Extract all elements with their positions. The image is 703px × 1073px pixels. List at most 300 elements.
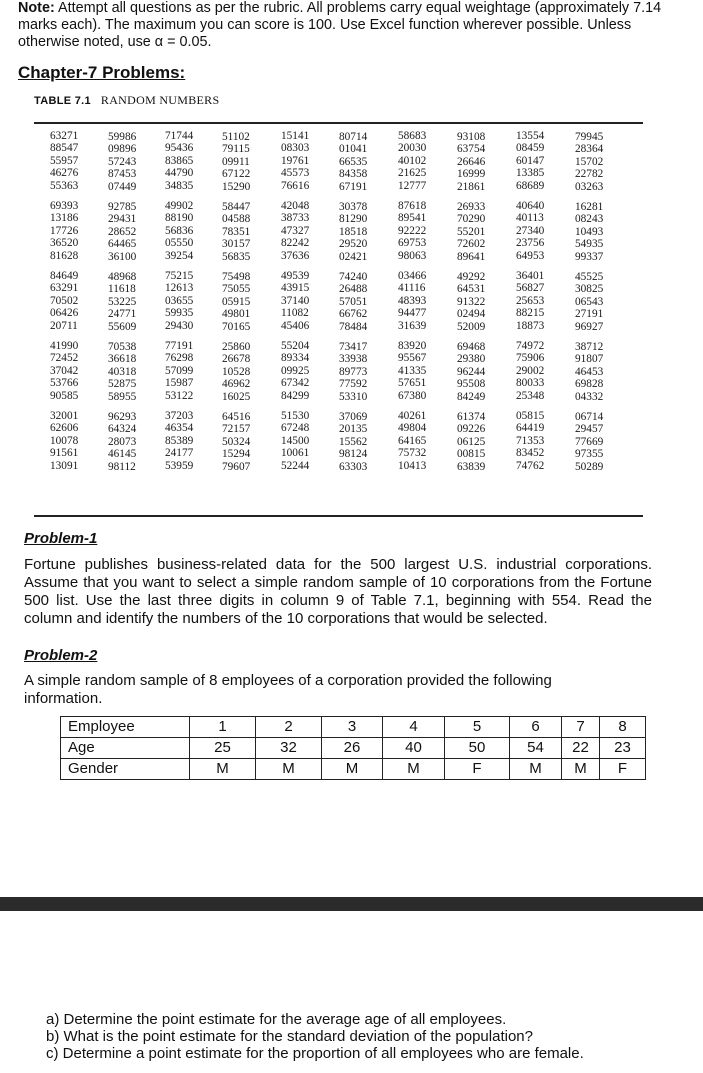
random-number-cell: 83865 bbox=[165, 154, 194, 167]
random-number-cell: 42048 bbox=[281, 200, 310, 212]
random-number-cell: 46276 bbox=[50, 167, 79, 180]
random-number-cell: 74972 bbox=[516, 340, 545, 352]
random-number-cell: 25653 bbox=[516, 294, 545, 307]
random-number-cell: 77191 bbox=[165, 340, 194, 352]
random-number-cell: 20135 bbox=[339, 423, 368, 436]
random-number-cell: 74240 bbox=[339, 271, 368, 283]
random-number-cell: 49801 bbox=[222, 308, 251, 321]
random-number-cell: 77592 bbox=[339, 378, 368, 391]
random-number-cell: 84358 bbox=[339, 168, 368, 181]
random-number-cell: 03466 bbox=[398, 270, 427, 282]
random-number-cell: 41990 bbox=[50, 340, 79, 352]
age-cell: 25 bbox=[190, 738, 256, 759]
random-number-cell: 88190 bbox=[165, 212, 194, 225]
random-number-cell: 13091 bbox=[50, 459, 79, 472]
random-number-cell: 16025 bbox=[222, 390, 251, 403]
random-number-cell: 30378 bbox=[339, 201, 368, 213]
employee-row bbox=[61, 717, 646, 738]
random-number-cell: 31639 bbox=[398, 319, 427, 332]
random-number-cell: 83920 bbox=[398, 340, 427, 352]
random-number-cell: 63303 bbox=[339, 460, 368, 473]
random-number-cell: 80033 bbox=[516, 377, 545, 390]
random-number-cell: 20030 bbox=[398, 142, 427, 155]
random-number-cell: 82242 bbox=[281, 237, 310, 250]
employee-header: Employee bbox=[61, 717, 190, 738]
random-number-cell: 13186 bbox=[50, 212, 79, 225]
random-number-cell: 36401 bbox=[516, 270, 545, 282]
random-number-cell: 15141 bbox=[281, 130, 310, 142]
random-number-cell: 57651 bbox=[398, 377, 427, 390]
question-b: b) What is the point estimate for the standard deviation of the population? bbox=[46, 1028, 533, 1045]
random-number-cell: 63839 bbox=[457, 460, 486, 473]
random-number-cell: 37140 bbox=[281, 294, 310, 307]
random-number-cell: 98112 bbox=[108, 460, 136, 473]
random-number-cell: 52875 bbox=[108, 378, 137, 391]
gender-header: Gender bbox=[61, 759, 190, 780]
random-number-cell: 49804 bbox=[398, 422, 427, 435]
random-number-cell: 46453 bbox=[575, 365, 604, 378]
random-number-cell: 03263 bbox=[575, 180, 604, 193]
random-number-cell: 10078 bbox=[50, 434, 79, 447]
random-number-cell: 53959 bbox=[165, 459, 194, 472]
random-number-cell: 57099 bbox=[165, 364, 194, 377]
random-number-cell: 57243 bbox=[108, 155, 137, 168]
random-number-cell: 64324 bbox=[108, 423, 137, 436]
gender-cell: M bbox=[510, 759, 562, 780]
random-number-cell: 55957 bbox=[50, 154, 79, 167]
employee-cell: 5 bbox=[445, 717, 510, 738]
random-number-cell: 87453 bbox=[108, 168, 137, 181]
random-number-cell: 60147 bbox=[516, 154, 545, 167]
random-number-cell: 46354 bbox=[165, 422, 194, 435]
random-number-cell: 55609 bbox=[108, 320, 137, 333]
instructions-note bbox=[18, 0, 688, 51]
random-number-cell: 09925 bbox=[281, 364, 310, 377]
problem1-text: Fortune publishes business-related data for the 500 largest U.S. industrial corporations. Assume that you want to select a simple random sample of 10 corporations from the Fortune 500 list. Use the last three digits in column 9 of Table 7.1, beginning with 554. Read the column and identify the numbers of the 10 corporations that would be selected. bbox=[24, 556, 652, 627]
random-number-cell: 73417 bbox=[339, 341, 368, 353]
random-number-cell: 05915 bbox=[222, 295, 251, 308]
random-number-cell: 00815 bbox=[457, 448, 486, 461]
random-number-cell: 18873 bbox=[516, 319, 545, 332]
random-number-cell: 59986 bbox=[108, 131, 137, 143]
employee-cell: 1 bbox=[190, 717, 256, 738]
random-number-cell: 64419 bbox=[516, 422, 545, 435]
random-number-cell: 91322 bbox=[457, 295, 486, 308]
random-number-cell: 98124 bbox=[339, 448, 368, 461]
random-number-cell: 96244 bbox=[457, 365, 486, 378]
random-number-cell: 68689 bbox=[516, 179, 545, 192]
age-cell: 50 bbox=[445, 738, 510, 759]
random-number-cell: 16999 bbox=[457, 168, 486, 181]
random-number-cell: 53122 bbox=[165, 389, 194, 402]
random-number-cell: 26933 bbox=[457, 201, 486, 213]
random-number-cell: 79945 bbox=[575, 131, 604, 143]
random-number-cell: 62606 bbox=[50, 422, 79, 435]
random-number-cell: 49902 bbox=[165, 200, 194, 212]
random-number-cell: 76616 bbox=[281, 179, 310, 192]
random-number-cell: 84249 bbox=[457, 390, 486, 403]
random-number-cell: 29002 bbox=[516, 364, 545, 377]
random-number-cell: 37203 bbox=[165, 410, 194, 422]
random-number-cell: 15294 bbox=[222, 448, 251, 461]
table-caption-title: RANDOM NUMBERS bbox=[100, 93, 220, 107]
random-number-cell: 63291 bbox=[50, 282, 79, 295]
random-number-cell: 43915 bbox=[281, 282, 310, 295]
random-number-cell: 19761 bbox=[281, 154, 310, 167]
random-number-cell: 16281 bbox=[575, 201, 604, 213]
random-number-cell: 51530 bbox=[281, 410, 310, 422]
employee-cell: 7 bbox=[562, 717, 600, 738]
random-number-cell: 44790 bbox=[165, 167, 194, 180]
employee-cell: 3 bbox=[322, 717, 383, 738]
chapter-title: Chapter-7 Problems: bbox=[18, 63, 186, 82]
gender-cell: M bbox=[322, 759, 383, 780]
random-number-cell: 15562 bbox=[339, 435, 368, 448]
random-number-cell: 66762 bbox=[339, 308, 368, 321]
random-number-cell: 11082 bbox=[281, 307, 309, 320]
random-number-cell: 75215 bbox=[165, 270, 194, 282]
employee-cell: 2 bbox=[256, 717, 322, 738]
random-number-cell: 37636 bbox=[281, 249, 310, 262]
random-number-cell: 09896 bbox=[108, 143, 137, 156]
random-number-cell: 15702 bbox=[575, 155, 604, 168]
random-number-cell: 10061 bbox=[281, 447, 310, 460]
random-number-cell: 64165 bbox=[398, 434, 427, 447]
gender-cell: M bbox=[190, 759, 256, 780]
random-number-cell: 48393 bbox=[398, 294, 427, 307]
gender-cell: F bbox=[445, 759, 510, 780]
random-number-cell: 48968 bbox=[108, 271, 137, 283]
random-number-cell: 67191 bbox=[339, 180, 368, 193]
random-number-cell: 04588 bbox=[222, 213, 251, 226]
random-number-cell: 36618 bbox=[108, 353, 137, 366]
random-number-cell: 28364 bbox=[575, 143, 604, 156]
random-number-cell: 39254 bbox=[165, 249, 194, 262]
random-number-cell: 20711 bbox=[50, 319, 78, 332]
random-number-cell: 53310 bbox=[339, 390, 368, 403]
random-number-cell: 10413 bbox=[398, 459, 427, 472]
gender-cell: M bbox=[383, 759, 445, 780]
random-number-cell: 98063 bbox=[398, 249, 427, 262]
random-number-cell: 95567 bbox=[398, 352, 427, 365]
random-number-cell: 61374 bbox=[457, 411, 486, 423]
random-number-cell: 41116 bbox=[398, 282, 426, 295]
random-number-cell: 18518 bbox=[339, 225, 368, 238]
random-number-cell: 45406 bbox=[281, 319, 310, 332]
random-number-cell: 84299 bbox=[281, 389, 310, 402]
random-number-cell: 28073 bbox=[108, 435, 137, 448]
random-number-cell: 75498 bbox=[222, 271, 251, 283]
page-divider-bar bbox=[0, 897, 703, 911]
random-number-cell: 74762 bbox=[516, 459, 545, 472]
random-number-cell: 09911 bbox=[222, 155, 250, 168]
random-number-cell: 58683 bbox=[398, 130, 427, 142]
random-number-cell: 11618 bbox=[108, 283, 136, 296]
table-caption-label: TABLE 7.1 bbox=[34, 95, 91, 107]
random-number-cell: 55204 bbox=[281, 340, 310, 352]
random-number-cell: 45573 bbox=[281, 167, 310, 180]
employee-cell: 6 bbox=[510, 717, 562, 738]
random-number-cell: 46962 bbox=[222, 378, 251, 391]
random-number-cell: 96927 bbox=[575, 320, 604, 333]
random-number-cell: 88215 bbox=[516, 307, 545, 320]
random-number-cell: 89334 bbox=[281, 352, 310, 365]
random-number-cell: 28652 bbox=[108, 225, 137, 238]
random-number-cell: 26646 bbox=[457, 155, 486, 168]
random-number-cell: 87618 bbox=[398, 200, 427, 212]
random-number-cell: 40318 bbox=[108, 365, 137, 378]
random-number-cell: 58447 bbox=[222, 201, 251, 213]
random-number-cell: 45525 bbox=[575, 271, 604, 283]
random-number-cell: 79115 bbox=[222, 143, 250, 156]
random-number-cell: 71744 bbox=[165, 130, 194, 142]
random-number-cell: 34835 bbox=[165, 179, 194, 192]
employee-cell: 8 bbox=[600, 717, 646, 738]
random-number-cell: 69393 bbox=[50, 200, 79, 212]
random-number-cell: 24177 bbox=[165, 447, 194, 460]
random-number-cell: 84649 bbox=[50, 270, 79, 282]
random-number-cell: 53225 bbox=[108, 295, 137, 308]
age-cell: 32 bbox=[256, 738, 322, 759]
random-number-cell: 64531 bbox=[457, 283, 486, 296]
random-number-cell: 64465 bbox=[108, 238, 137, 251]
table-bottom-rule bbox=[34, 515, 643, 517]
random-number-cell: 66535 bbox=[339, 155, 368, 168]
note-text: Attempt all questions as per the rubric. All problems carry equal weightage (approximately 7.14 marks each). The maximum you can score is 100. Use Excel function wherever possible. Unless otherwise noted, use α = 0.05. bbox=[18, 0, 662, 50]
random-number-cell: 26488 bbox=[339, 283, 368, 296]
random-number-cell: 71353 bbox=[516, 434, 545, 447]
random-number-cell: 12777 bbox=[398, 179, 427, 192]
random-number-cell: 37069 bbox=[339, 411, 368, 423]
random-number-cell: 54935 bbox=[575, 238, 604, 251]
random-number-cell: 38733 bbox=[281, 212, 310, 225]
gender-cell: M bbox=[256, 759, 322, 780]
random-number-cell: 05550 bbox=[165, 237, 194, 250]
random-number-cell: 97355 bbox=[575, 448, 604, 461]
random-number-cell: 08243 bbox=[575, 213, 604, 226]
age-cell: 22 bbox=[562, 738, 600, 759]
random-number-cell: 64516 bbox=[222, 411, 251, 423]
random-number-cell: 95508 bbox=[457, 378, 486, 391]
random-number-cell: 10528 bbox=[222, 365, 251, 378]
random-number-cell: 81290 bbox=[339, 213, 368, 226]
random-number-cell: 27191 bbox=[575, 308, 604, 321]
random-number-cell: 83452 bbox=[516, 447, 545, 460]
random-number-cell: 36520 bbox=[50, 237, 79, 250]
random-number-cell: 15987 bbox=[165, 377, 194, 390]
random-number-cell: 13385 bbox=[516, 167, 545, 180]
random-number-cell: 08303 bbox=[281, 142, 310, 155]
random-number-cell: 40102 bbox=[398, 154, 427, 167]
random-number-cell: 88547 bbox=[50, 142, 79, 155]
random-number-cell: 56827 bbox=[516, 282, 545, 295]
random-number-cell: 52009 bbox=[457, 320, 486, 333]
random-number-cell: 58955 bbox=[108, 390, 137, 403]
random-number-cell: 12613 bbox=[165, 282, 194, 295]
random-number-cell: 29520 bbox=[339, 238, 368, 251]
random-number-cell: 79607 bbox=[222, 460, 251, 473]
random-number-cell: 09226 bbox=[457, 423, 486, 436]
random-number-cell: 21861 bbox=[457, 180, 486, 193]
random-number-cell: 23756 bbox=[516, 237, 545, 250]
random-number-cell: 53766 bbox=[50, 377, 79, 390]
random-number-cell: 40640 bbox=[516, 200, 545, 212]
random-number-cell: 92222 bbox=[398, 224, 427, 237]
question-a: a) Determine the point estimate for the average age of all employees. bbox=[46, 1011, 507, 1028]
question-c: c) Determine a point estimate for the proportion of all employees who are female. bbox=[46, 1045, 584, 1062]
random-number-cell: 29380 bbox=[457, 353, 486, 366]
random-number-cell: 50324 bbox=[222, 435, 251, 448]
random-number-cell: 06426 bbox=[50, 307, 79, 320]
random-number-cell: 80714 bbox=[339, 131, 368, 143]
random-number-cell: 26678 bbox=[222, 353, 251, 366]
problem1-title: Problem-1 bbox=[24, 530, 98, 547]
gender-row bbox=[61, 759, 646, 780]
random-number-cell: 70290 bbox=[457, 213, 486, 226]
random-number-cell: 72157 bbox=[222, 423, 251, 436]
random-number-cell: 63754 bbox=[457, 143, 486, 156]
random-number-cell: 85389 bbox=[165, 434, 194, 447]
employee-table bbox=[60, 716, 646, 780]
age-cell: 26 bbox=[322, 738, 383, 759]
random-number-cell: 37042 bbox=[50, 364, 79, 377]
random-number-cell: 70502 bbox=[50, 294, 79, 307]
age-cell: 54 bbox=[510, 738, 562, 759]
age-header: Age bbox=[61, 738, 190, 759]
random-number-cell: 24771 bbox=[108, 308, 137, 321]
random-number-cell: 15290 bbox=[222, 180, 251, 193]
employee-cell: 4 bbox=[383, 717, 445, 738]
random-number-cell: 67122 bbox=[222, 168, 251, 181]
gender-cell: F bbox=[600, 759, 646, 780]
random-number-cell: 69828 bbox=[575, 378, 604, 391]
problem2-title: Problem-2 bbox=[24, 647, 98, 664]
random-number-cell: 75055 bbox=[222, 283, 251, 296]
random-number-cell: 36100 bbox=[108, 250, 137, 263]
random-number-cell: 25860 bbox=[222, 341, 251, 353]
random-number-cell: 91807 bbox=[575, 353, 604, 366]
random-number-cell: 56836 bbox=[165, 224, 194, 237]
random-number-cell: 50289 bbox=[575, 460, 604, 473]
age-cell: 23 bbox=[600, 738, 646, 759]
random-number-cell: 01041 bbox=[339, 143, 368, 156]
random-number-cell: 70538 bbox=[108, 341, 137, 353]
random-number-cell: 92785 bbox=[108, 201, 137, 213]
random-number-cell: 56835 bbox=[222, 250, 251, 263]
random-number-cell: 81628 bbox=[50, 249, 79, 262]
random-number-cell: 67380 bbox=[398, 389, 427, 402]
random-number-cell: 30825 bbox=[575, 283, 604, 296]
random-number-cell: 30157 bbox=[222, 238, 251, 251]
random-number-cell: 63271 bbox=[50, 130, 79, 142]
random-number-cell: 59935 bbox=[165, 307, 194, 320]
random-number-cell: 77669 bbox=[575, 435, 604, 448]
random-number-cell: 49539 bbox=[281, 270, 310, 282]
random-number-cell: 72602 bbox=[457, 238, 486, 251]
random-number-cell: 05815 bbox=[516, 410, 545, 422]
random-number-cell: 75906 bbox=[516, 352, 545, 365]
random-number-cell: 76298 bbox=[165, 352, 194, 365]
random-number-cell: 10493 bbox=[575, 225, 604, 238]
random-number-cell: 38712 bbox=[575, 341, 604, 353]
random-number-cell: 02494 bbox=[457, 308, 486, 321]
table-top-rule bbox=[34, 122, 643, 124]
random-number-cell: 29457 bbox=[575, 423, 604, 436]
question-list bbox=[46, 1011, 584, 1062]
random-number-cell: 67342 bbox=[281, 377, 310, 390]
random-number-cell: 07449 bbox=[108, 180, 137, 193]
random-number-cell: 29431 bbox=[108, 213, 137, 226]
random-number-cell: 32001 bbox=[50, 410, 79, 422]
random-number-cell: 57051 bbox=[339, 295, 368, 308]
random-number-cell: 06714 bbox=[575, 411, 604, 423]
random-number-cell: 94477 bbox=[398, 307, 427, 320]
random-number-cell: 22782 bbox=[575, 168, 604, 181]
random-number-cell: 55363 bbox=[50, 179, 79, 192]
random-number-cell: 29430 bbox=[165, 319, 194, 332]
random-number-cell: 02421 bbox=[339, 250, 368, 263]
random-number-cell: 33938 bbox=[339, 353, 368, 366]
note-label: Note: bbox=[18, 0, 55, 16]
random-number-cell: 25348 bbox=[516, 389, 545, 402]
random-number-cell: 08459 bbox=[516, 142, 545, 155]
random-number-cell: 55201 bbox=[457, 225, 486, 238]
random-number-cell: 89773 bbox=[339, 365, 368, 378]
random-number-cell: 78351 bbox=[222, 225, 251, 238]
random-number-cell: 78484 bbox=[339, 320, 368, 333]
random-number-cell: 91561 bbox=[50, 447, 79, 460]
random-number-cell: 13554 bbox=[516, 130, 545, 142]
random-number-cell: 70165 bbox=[222, 320, 251, 333]
random-number-cell: 14500 bbox=[281, 434, 310, 447]
random-number-cell: 27340 bbox=[516, 224, 545, 237]
random-number-cell: 89641 bbox=[457, 250, 486, 263]
random-number-cell: 99337 bbox=[575, 250, 604, 263]
age-cell: 40 bbox=[383, 738, 445, 759]
age-row bbox=[61, 738, 646, 759]
random-number-cell: 17726 bbox=[50, 224, 79, 237]
random-number-cell: 06125 bbox=[457, 435, 486, 448]
random-number-cell: 40261 bbox=[398, 410, 427, 422]
random-number-cell: 41335 bbox=[398, 364, 427, 377]
gender-cell: M bbox=[562, 759, 600, 780]
random-number-cell: 89541 bbox=[398, 212, 427, 225]
random-number-cell: 46145 bbox=[108, 448, 137, 461]
random-number-cell: 95436 bbox=[165, 142, 194, 155]
random-number-cell: 67248 bbox=[281, 422, 310, 435]
random-number-cell: 64953 bbox=[516, 249, 545, 262]
random-number-cell: 96293 bbox=[108, 411, 137, 423]
random-number-cell: 51102 bbox=[222, 131, 250, 143]
table-caption bbox=[34, 93, 219, 108]
random-number-cell: 21625 bbox=[398, 167, 427, 180]
random-number-cell: 90585 bbox=[50, 389, 79, 402]
random-number-cell: 72452 bbox=[50, 352, 79, 365]
random-number-cell: 75732 bbox=[398, 447, 427, 460]
random-number-cell: 04332 bbox=[575, 390, 604, 403]
random-number-cell: 49292 bbox=[457, 271, 486, 283]
random-number-cell: 69468 bbox=[457, 341, 486, 353]
random-number-cell: 93108 bbox=[457, 131, 486, 143]
random-numbers-table bbox=[34, 130, 643, 510]
random-number-cell: 06543 bbox=[575, 295, 604, 308]
random-number-cell: 40113 bbox=[516, 212, 544, 225]
random-number-cell: 52244 bbox=[281, 459, 310, 472]
problem2-text: A simple random sample of 8 employees of a corporation provided the following information. bbox=[24, 672, 552, 707]
random-number-cell: 03655 bbox=[165, 294, 194, 307]
random-number-cell: 47327 bbox=[281, 224, 310, 237]
random-number-cell: 69753 bbox=[398, 237, 427, 250]
